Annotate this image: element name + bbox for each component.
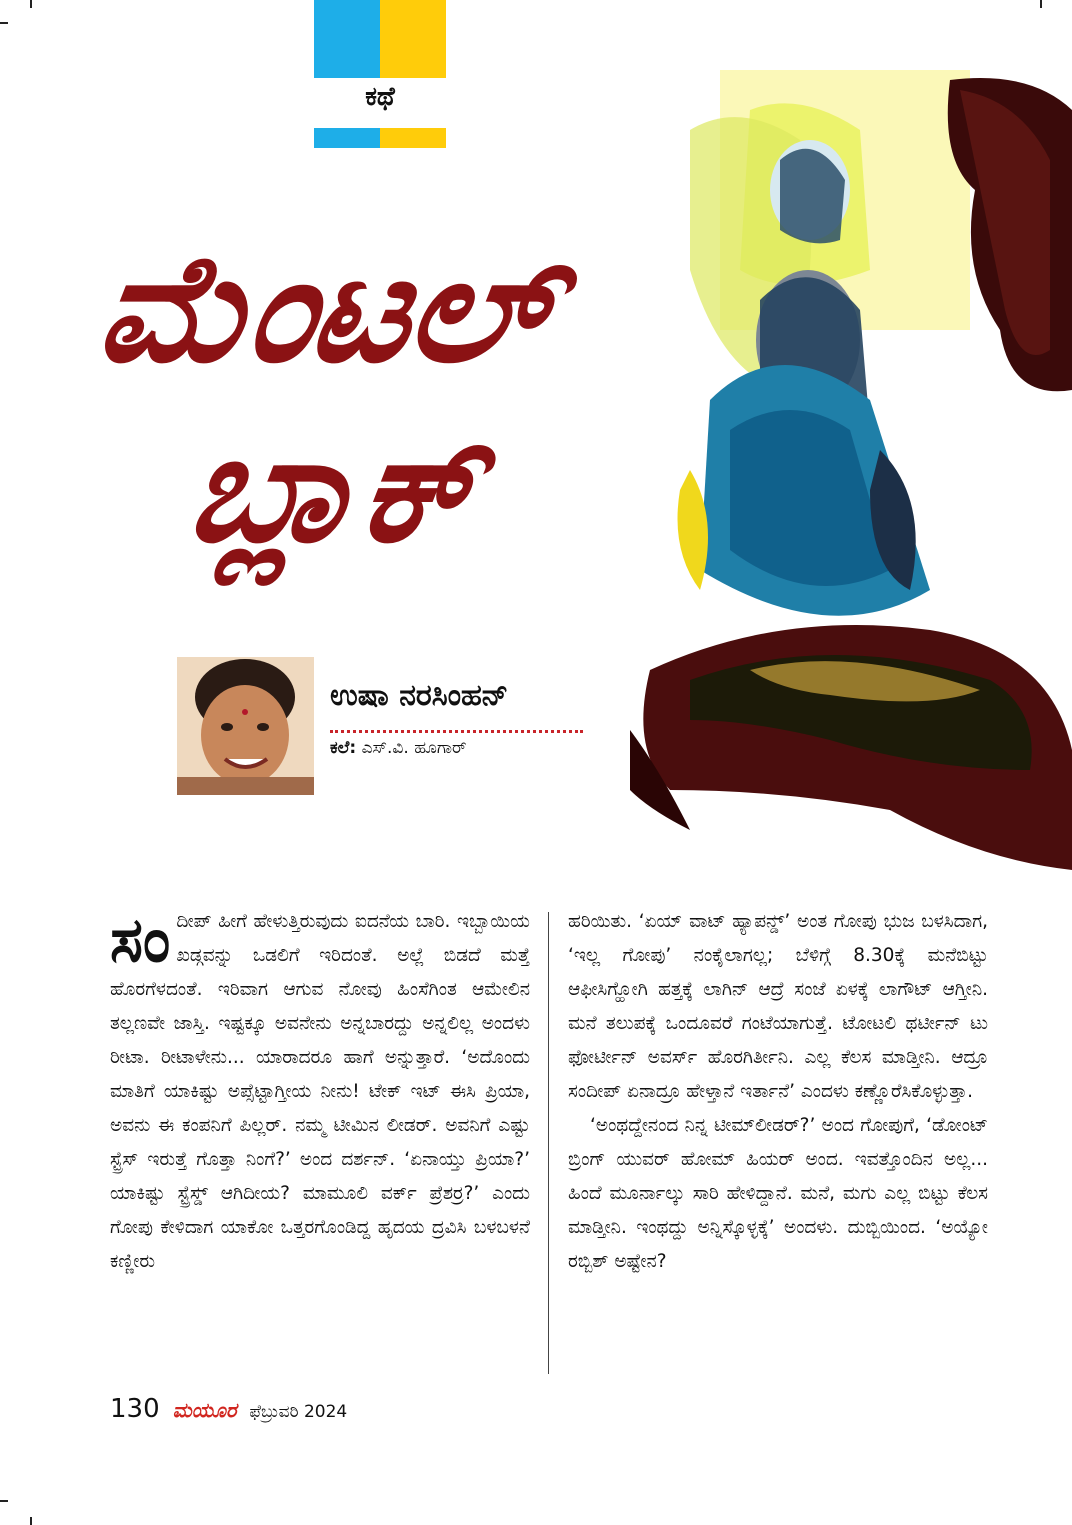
page-number: 130	[110, 1394, 160, 1424]
crop-mark	[1040, 0, 1042, 8]
art-credit-label: ಕಲೆ:	[330, 738, 357, 758]
crop-mark	[0, 1500, 8, 1502]
author-photo	[177, 657, 314, 795]
title-line-1: ಮೆಂಟಲ್	[87, 220, 566, 396]
art-credit	[330, 738, 467, 758]
section-label: ಕಥೆ	[365, 82, 395, 112]
column-1-text: ದೀಪ್ ಹೀಗೆ ಹೇಳುತ್ತಿರುವುದು ಐದನೆಯ ಬಾರಿ. ಇಬ್ಬಾಯಿಯ ಖಡ್ಗವನ್ನು ಒಡಲಿಗೆ ಇರಿದಂತೆ. ಅಲ್ಲೆ ಬಿಡದೆ ಮತ್ತೆ ಹೊರಗೆಳದಂತೆ. ಇರಿವಾಗ ಆಗುವ ನೋವು ಹಿಂಸೆಗಿಂತ ಆಮೇಲಿನ ತಲ್ಲಣವೇ ಜಾಸ್ತಿ. ಇಷ್ಟಕ್ಕೂ ಅವನೇನು ಅನ್ನಬಾರದ್ದು ಅನ್ನಲಿಲ್ಲ ಅಂದಳು ರೀಟಾ. ರೀಟಾಳೇನು... ಯಾರಾದರೂ ಹಾಗೆ ಅನ್ನುತ್ತಾರೆ. ‘ಅದೊಂದು ಮಾತಿಗೆ ಯಾಕಿಷ್ಟು ಅಪ್ಸೆಟ್ಟಾಗ್ತೀಯ ನೀನು! ಟೇಕ್ ಇಟ್ ಈಸಿ ಪ್ರಿಯಾ, ಅವನು ಈ ಕಂಪನಿಗೆ ಪಿಲ್ಲರ್. ನಮ್ಮ ಟೀಮಿನ ಲೀಡರ್. ಅವನಿಗೆ ಎಷ್ಟು ಸ್ಟ್ರೆಸ್ ಇರುತ್ತೆ ಗೊತ್ತಾ ನಿಂಗೆ?’ ಅಂದ ದರ್ಶನ್. ‘ಏನಾಯ್ತು ಪ್ರಿಯಾ?’ ಯಾಕಿಷ್ಟು ಸ್ಟ್ರೆಸ್ಡ್ ಆಗಿದೀಯ? ಮಾಮೂಲಿ ವರ್ಕ್ ಪ್ರೆಶರ್ರ?’ ಎಂದು ಗೋಪು ಕೇಳಿದಾಗ ಯಾಕೋ ಒತ್ತರಗೊಂಡಿದ್ದ ಹೃದಯ ದ್ರವಿಸಿ ಬಳಬಳನೆ ಕಣ್ಣೀರು	[110, 911, 530, 1272]
magazine-logo: ಮಯೂರ	[172, 1398, 237, 1422]
author-name: ಉಷಾ ನರಸಿಂಹನ್	[330, 678, 509, 713]
story-title	[87, 180, 680, 660]
crop-mark	[30, 0, 32, 8]
tag-blue-bar	[314, 128, 380, 148]
crop-mark	[30, 1517, 32, 1525]
text-column-2	[568, 905, 988, 1279]
author-divider	[330, 730, 583, 733]
tag-yellow-block	[380, 0, 446, 78]
paragraph: ಹರಿಯಿತು. ‘ಏಯ್ ವಾಟ್ ಹ್ಯಾಪನ್ಡ್’ ಅಂತ ಗೋಪು ಭುಜ ಬಳಸಿದಾಗ, ‘ಇಲ್ಲ ಗೋಪು’ ನಂಕೈಲಾಗಲ್ಲ; ಬೆಳಿಗ್ಗೆ 8.30ಕ್ಕೆ ಮನೆಬಿಟ್ಟು ಆಫೀಸಿಗ್ಹೋಗಿ ಹತ್ತಕ್ಕೆ ಲಾಗಿನ್ ಆದ್ರೆ ಸಂಜೆ ಏಳಕ್ಕೆ ಲಾಗೌಟ್ ಆಗ್ತೀನಿ. ಮನೆ ತಲುಪಕ್ಕೆ ಒಂದೂವರೆ ಗಂಟೆಯಾಗುತ್ತೆ. ಟೋಟಲಿ ಥರ್ಟೀನ್ ಟು ಫೋರ್ಟೀನ್ ಅವರ್ಸ್ ಹೊರಗಿರ್ತೀನಿ. ಎಲ್ಲ ಕೆಲಸ ಮಾಡ್ತೀನಿ. ಆದ್ರೂ ಸಂದೀಪ್ ಏನಾದ್ರೂ ಹೇಳ್ತಾನೆ ಇರ್ತಾನೆ’ ಎಂದಳು ಕಣ್ಣೊರೆಸಿಕೊಳ್ಳುತ್ತಾ.	[568, 911, 988, 1102]
tag-yellow-bar	[380, 128, 446, 148]
section-tag	[314, 0, 446, 150]
issue-date: ಫೆಬ್ರುವರಿ 2024	[249, 1402, 348, 1422]
title-line-2: ಬ್ಲಾಕ್	[177, 400, 488, 576]
story-illustration	[630, 70, 1072, 890]
tag-blue-block	[314, 0, 380, 78]
crop-mark	[0, 22, 8, 24]
column-divider	[548, 912, 549, 1374]
paragraph: ‘ಅಂಥದ್ದೇನಂದ ನಿನ್ನ ಟೀಮ್‌ಲೀಡರ್?’ ಅಂದ ಗೋಪುಗೆ, ‘ಡೋಂಟ್ ಬ್ರಿಂಗ್ ಯುವರ್ ಹೋಮ್ ಹಿಯರ್ ಅಂದ. ಇವತ್ತೊಂದಿನ ಅಲ್ಲ... ಹಿಂದೆ ಮೂರ್ನಾಲ್ಕು ಸಾರಿ ಹೇಳಿದ್ದಾನೆ. ಮನೆ, ಮಗು ಎಲ್ಲ ಬಿಟ್ಟು ಕೆಲಸ ಮಾಡ್ತೀನಿ. ಇಂಥದ್ದು ಅನ್ನಿಸ್ಕೊಳ್ಳಕ್ಕೆ’ ಅಂದಳು. ದುಬ್ಬಿಯಿಂದ. ‘ಅಯ್ಯೋ ರಬ್ಬಿಶ್ ಅಷ್ಟೇನ?	[568, 1115, 988, 1272]
drop-cap: ಸಂ	[110, 903, 171, 976]
art-credit-name: ಎಸ್.ವಿ. ಹೂಗಾರ್	[361, 738, 467, 758]
text-column-1	[110, 905, 530, 1279]
page-footer	[110, 1394, 347, 1424]
